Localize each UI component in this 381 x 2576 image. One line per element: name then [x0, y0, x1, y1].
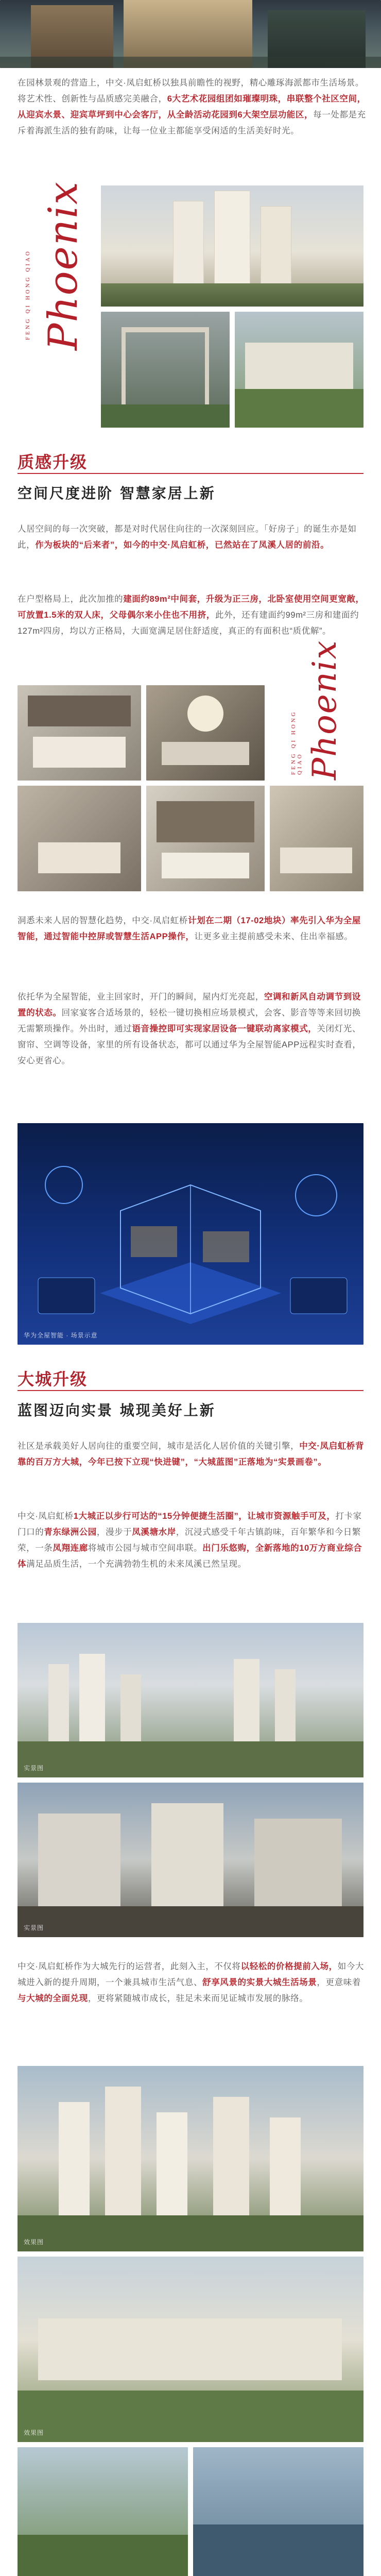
city-aerial-caption: 实景图	[24, 1765, 44, 1772]
phoenix-brand-column-2	[270, 639, 363, 781]
project-landscape-photo	[18, 2257, 363, 2442]
interior-study-photo	[146, 786, 265, 891]
garden-lawn-photo	[235, 312, 363, 428]
hero-garden-photo	[0, 0, 381, 68]
intro-paragraph: 在园林景观的营造上，中交·凤启虹桥以独具前瞻性的视野，精心雕琢海派都市生活场景。将艺术性、创新性与品质感完美融合，6大艺术花园组团如璀璨明珠，串联整个社区空间，从迎宾水景、迎宾草坪到中心会客厅，从全龄活动花园到6大架空层功能区，每一处都是充斥着海派生活的独有韵味，让每一位业主都能享受闲适的生活美好时光。	[18, 78, 366, 135]
interior-bedroom-photo	[18, 685, 141, 781]
smart-home-illustration	[18, 1123, 363, 1345]
section-title-city: 蓝图迈向实景 城现美好上新	[18, 1402, 216, 1419]
section2-paragraph-2: 中交·凤启虹桥1大城正以步行可达的“15分钟便捷生活圈”，让城市资源触手可及，打卡家门口的青东绿洲公园，漫步于凤溪塘水岸，沉浸式感受千年古镇韵味，百年繁华和今日繁荣，一条凤翔连廊将城市公园与城市空间串联。出门乐悠购，全新落地的10万方商业综合体满足品质生活，一个充满勃勃生机的未来凤溪已然呈现。	[18, 1512, 362, 1569]
section2-paragraph-1: 社区是承载美好人居向往的重要空间，城市是活化人居价值的关键引擎，中交·凤启虹桥背靠的百万方大城，今年已按下立现“快进键”，“大城蓝图”正落地为“实景画卷”。	[18, 1442, 364, 1467]
interior-lounge-photo	[270, 786, 363, 891]
city-street-photo	[18, 1783, 363, 1937]
project-overview-caption: 效果图	[24, 2239, 44, 2246]
project-landscape-caption: 效果图	[24, 2429, 44, 2436]
section-tag-quality: 质感升级	[18, 452, 88, 472]
phoenix-brand-column	[18, 180, 95, 428]
section-divider	[18, 473, 363, 474]
project-overview-photo	[18, 2066, 363, 2251]
section1-paragraph-1: 人居空间的每一次突破，都是对时代居住向往的一次深刻回应。「好房子」的诞生亦是如此，作为板块的“后来者”，如今的中交·凤启虹桥，已然站在了凤溪人居的前沿。	[18, 524, 357, 550]
lifestyle-park-photo	[18, 2447, 188, 2576]
brand-sub-text-2: FENG QI HONG QIAO	[290, 710, 303, 775]
smart-home-caption: 华为全屋智能 · 场景示意	[24, 1332, 98, 1339]
building-exterior-photo	[101, 185, 363, 307]
section1-paragraph-2: 在户型格局上，此次加推的建面约89m²中间套，升级为正三房，北卧室使用空间更宽敞，可放置1.5米的双人床，父母偶尔来小住也不用挤，此外，还有建面约99m²三房和建面约127m²四房，均以方正格局，大面宽满足居住舒适度，真正的有面积也“质优解”。	[18, 595, 365, 636]
city-street-caption: 实景图	[24, 1924, 44, 1931]
interior-dining-photo	[18, 786, 141, 891]
section1-paragraph-4: 依托华为全屋智能，业主回家时，开门的瞬间，屋内灯光亮起，空调和新风自动调节到设置的状态。回家宴客合适场景的，轻松一键切换相应场景模式，会客、影音等等来回切换无需繁琐操作。外出时，通过语音操控即可实现家居设备一键联动离家模式，关闭灯光、窗帘、空调等设备，家里的所有设备状态，都可以通过华为全屋智能APP远程实时查看，安心更省心。	[18, 992, 361, 1065]
city-aerial-photo	[18, 1623, 363, 1777]
section2-paragraph-3: 中交·凤启虹桥作为大城先行的运营者，此刻入主，不仅将以轻松的价格提前入场，如今大城进入新的提升周期，一个兼具城市生活气息、舒享风景的实景大城生活场景，更意味着与大城的全面兑现，更将紧随城市成长，驻足未来而见证城市发展的脉络。	[18, 1962, 365, 2003]
section1-paragraph-3: 洞悉未来人居的智慧化趋势，中交·凤启虹桥计划在二期（17-02地块）率先引入华为全屋智能，通过智能中控屏或智慧生活APP操作，让更多业主提前感受未来、住出幸福感。	[18, 916, 361, 941]
section-tag-city: 大城升级	[18, 1369, 88, 1389]
brand-sub-text: FENG QI HONG QIAO	[25, 249, 31, 340]
lifestyle-riverside-photo	[193, 2447, 363, 2576]
garden-corridor-photo	[101, 312, 230, 428]
section-divider-2	[18, 1390, 363, 1391]
brand-logo-text-2: Phoenix	[306, 639, 344, 780]
interior-living-photo	[146, 685, 265, 781]
section-title-space: 空间尺度进阶 智慧家居上新	[18, 485, 216, 502]
brand-logo-text: Phoenix	[40, 180, 86, 350]
